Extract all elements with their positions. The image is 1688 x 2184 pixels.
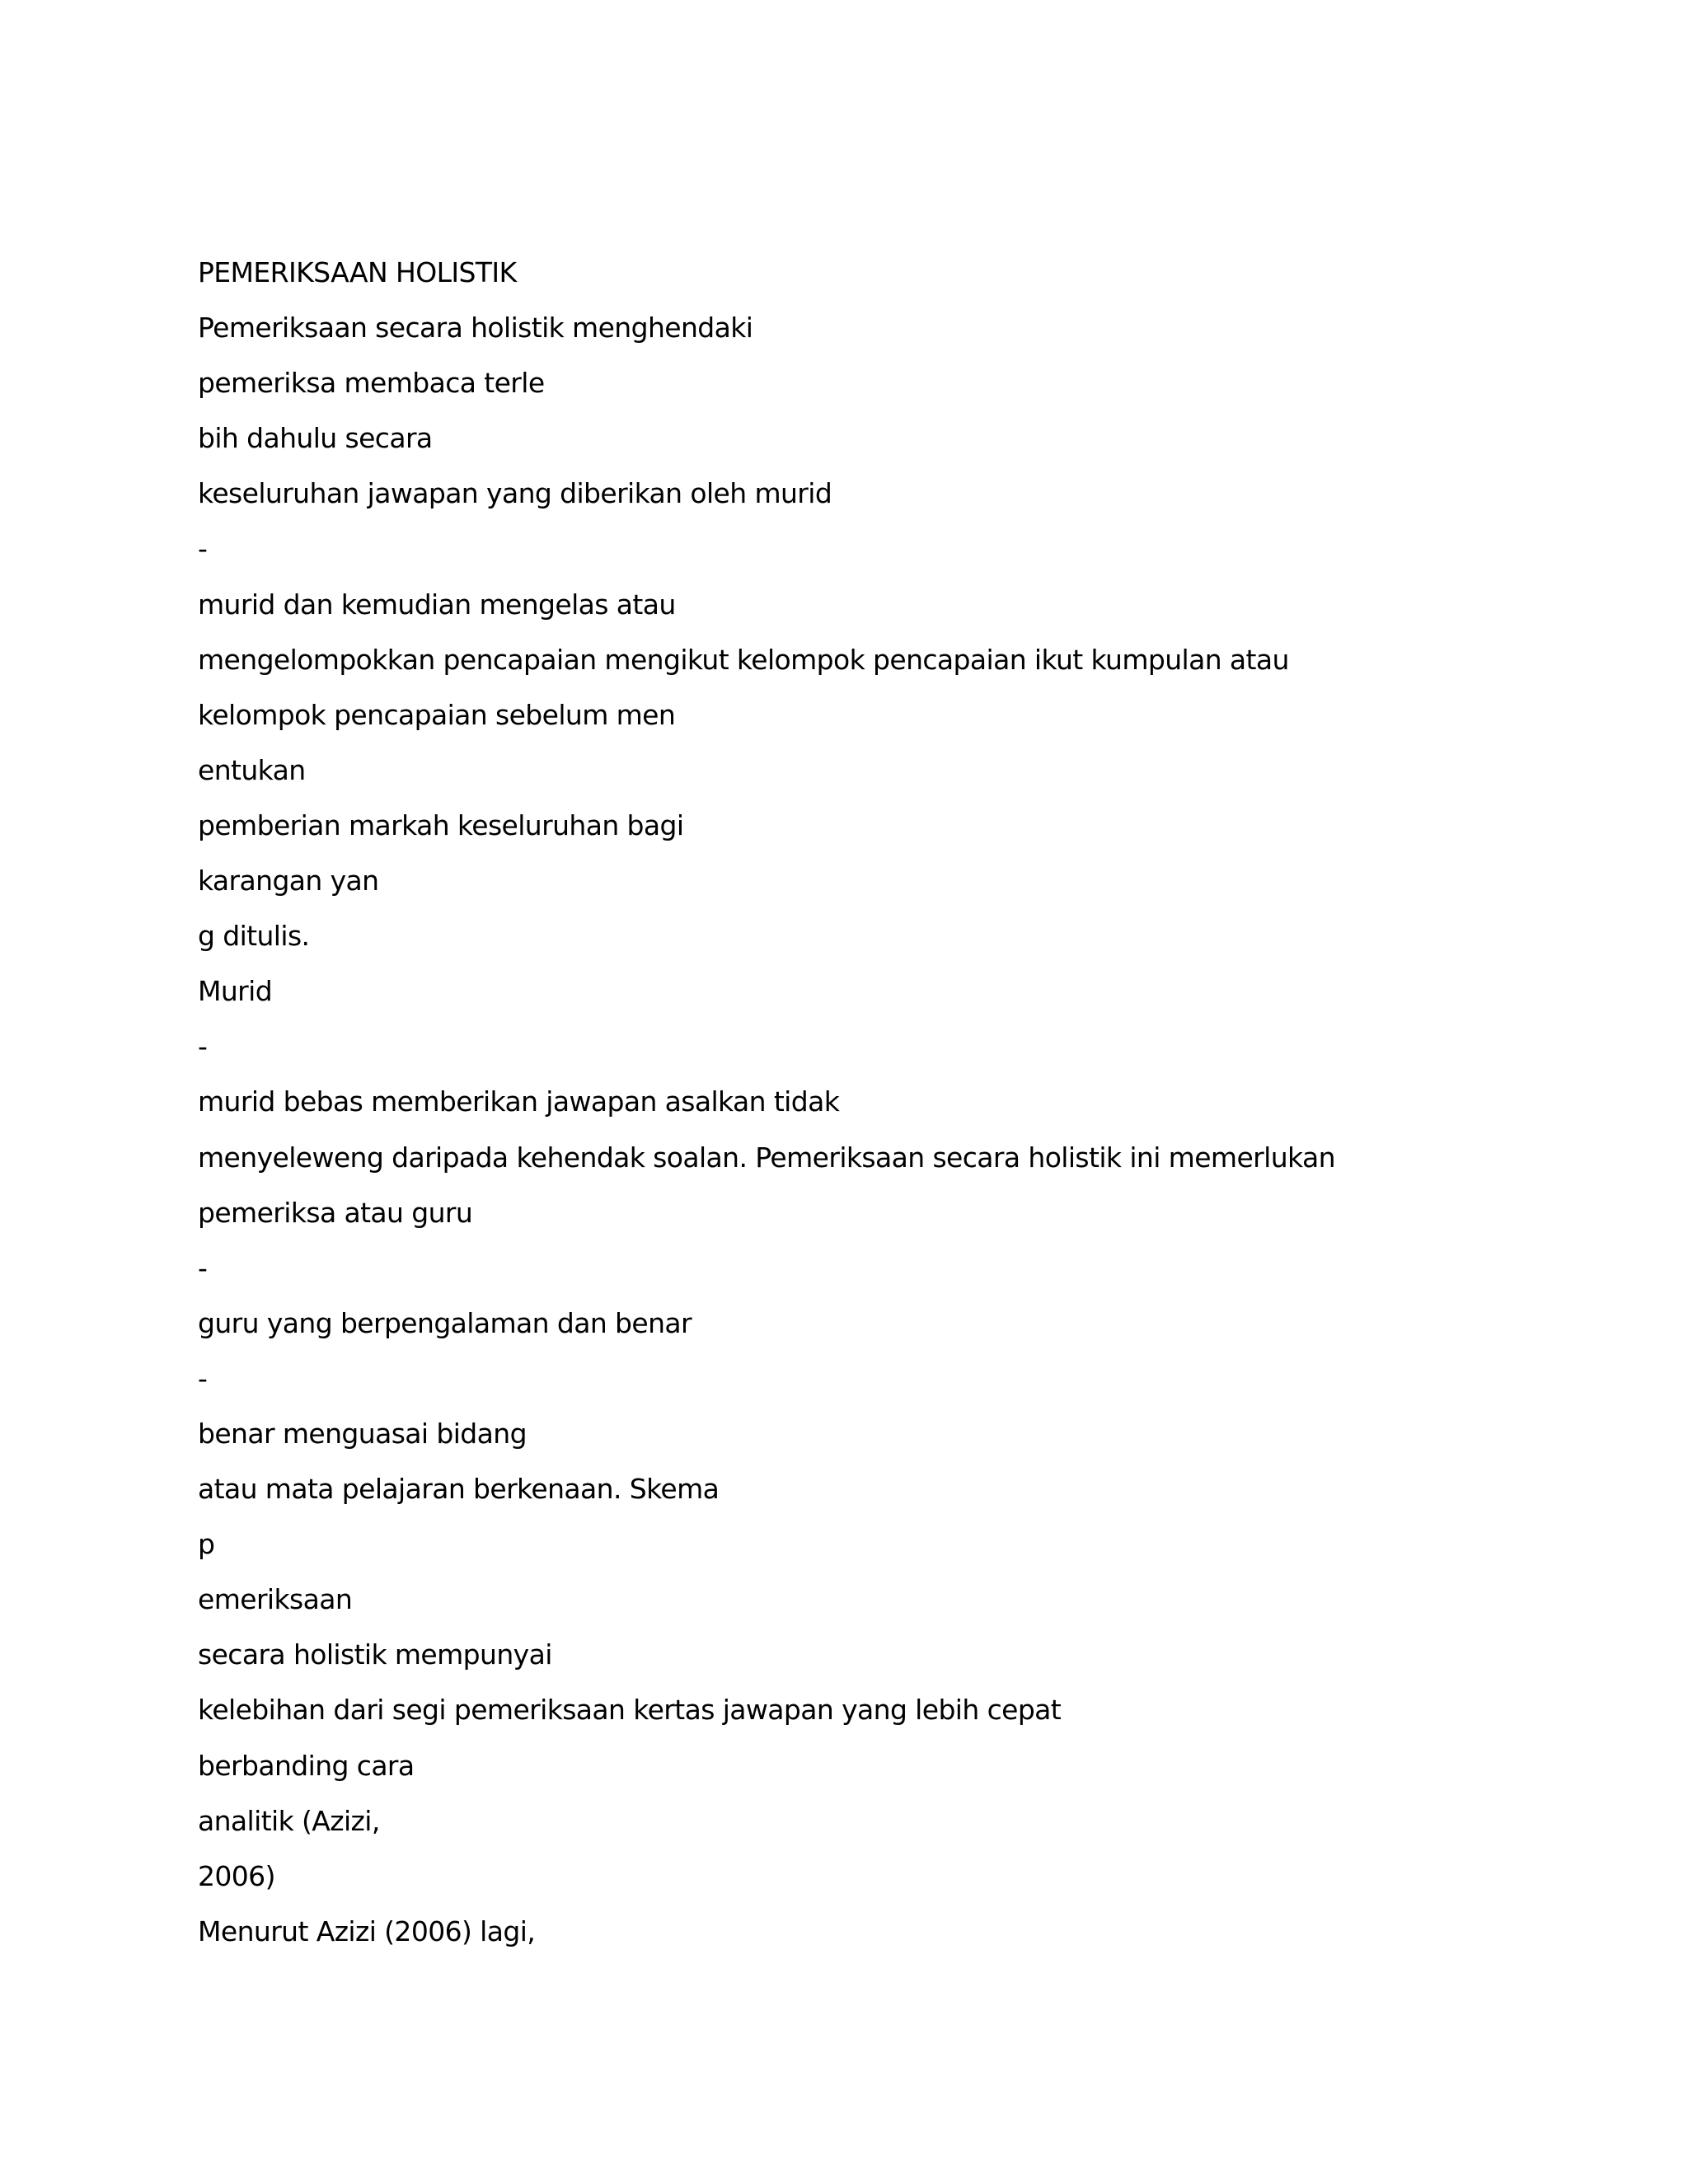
- document-heading: PEMERIKSAAN HOLISTIK: [198, 256, 517, 288]
- text-line: kelompok pencapaian sebelum men: [198, 698, 676, 731]
- text-line: kelebihan dari segi pemeriksaan kertas jawapan yang lebih cepat: [198, 1694, 1062, 1727]
- text-line: 2006): [198, 1859, 275, 1892]
- text-line: benar menguasai bidang: [198, 1417, 527, 1450]
- text-line: murid bebas memberikan jawapan asalkan tidak: [198, 1085, 840, 1118]
- text-line: secara holistik mempunyai: [198, 1638, 552, 1671]
- text-line: mengelompokkan pencapaian mengikut kelompok pencapaian ikut kumpulan atau: [198, 643, 1289, 676]
- text-line: analitik (Azizi,: [198, 1804, 380, 1837]
- text-line: Menurut Azizi (2006) lagi,: [198, 1915, 536, 1947]
- text-line: -: [198, 532, 208, 565]
- text-line: -: [198, 1030, 208, 1063]
- text-line: pemeriksa atau guru: [198, 1196, 473, 1229]
- text-line: menyeleweng daripada kehendak soalan. Pemeriksaan secara holistik ini memerlukan: [198, 1141, 1335, 1174]
- text-line: pemberian markah keseluruhan bagi: [198, 808, 684, 841]
- text-line: murid dan kemudian mengelas atau: [198, 588, 676, 621]
- text-line: g ditulis.: [198, 920, 310, 953]
- text-line: atau mata pelajaran berkenaan. Skema: [198, 1473, 720, 1506]
- text-line: keseluruhan jawapan yang diberikan oleh murid: [198, 477, 832, 510]
- text-line: entukan: [198, 753, 306, 786]
- text-line: berbanding cara: [198, 1749, 415, 1782]
- text-line: -: [198, 1251, 208, 1284]
- text-line: guru yang berpengalaman dan benar: [198, 1306, 692, 1339]
- text-line: pemeriksa membaca terle: [198, 367, 545, 400]
- document-body: [198, 253, 1582, 1967]
- text-line: bih dahulu secara: [198, 422, 433, 455]
- text-line: karangan yan: [198, 865, 379, 898]
- text-line: p: [198, 1528, 215, 1561]
- text-line: -: [198, 1361, 208, 1394]
- text-line: Pemeriksaan secara holistik menghendaki: [198, 312, 753, 344]
- text-line: emeriksaan: [198, 1583, 353, 1616]
- text-line: Murid: [198, 975, 273, 1008]
